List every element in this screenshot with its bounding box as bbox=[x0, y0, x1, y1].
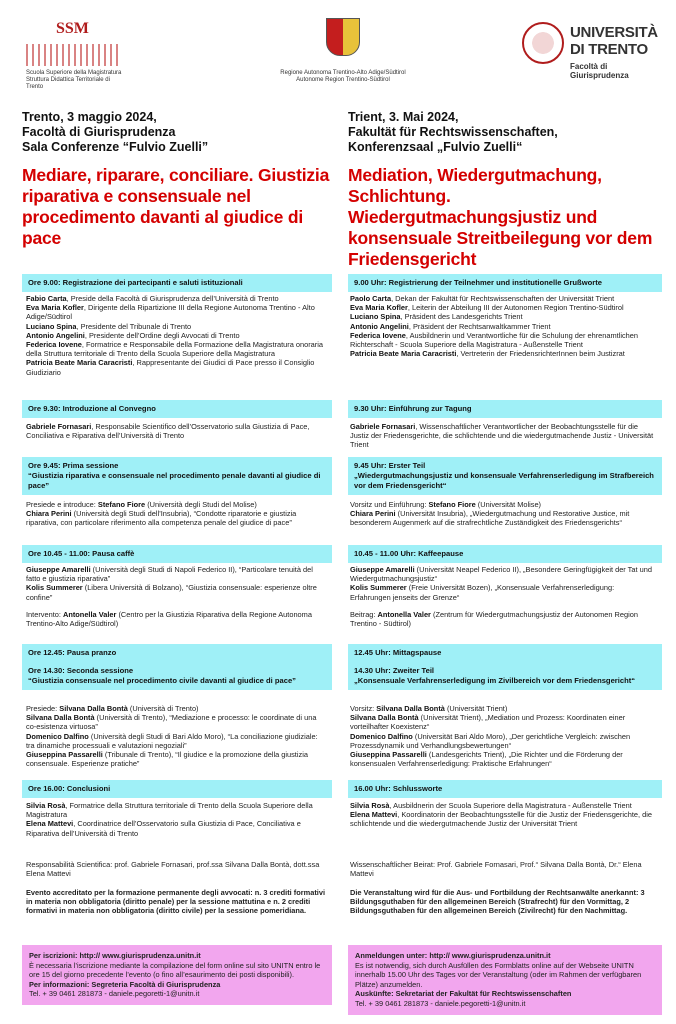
speaker-role: , Presidente dell’Ordine degli Avvocati di Trento bbox=[84, 330, 240, 340]
speaker-item bbox=[26, 303, 328, 321]
speaker-name: Luciano Spina bbox=[26, 321, 77, 331]
registration-link[interactable]: Per iscrizioni: http:// www.giurisprudenza.unitn.it bbox=[29, 951, 201, 960]
unitn-logo bbox=[522, 22, 662, 92]
speaker-role: , Formatrice e Responsabile della Formazione della Magistratura onoraria della Struttura territoriale di Trento della Scuola Superiore della Magistratura bbox=[26, 340, 324, 359]
unitn-name2: DI TRENTO bbox=[570, 41, 648, 58]
unitn-seal-icon bbox=[522, 22, 564, 64]
speaker-role: (Universität Neapel Federico II), „Besondere Geringfügigkeit der Tat und Wiedergutmachungsjustiz“ bbox=[350, 565, 652, 584]
session-first-title: 9.45 Uhr: Erster Teil bbox=[354, 461, 426, 470]
session-first-band bbox=[22, 457, 332, 495]
registration-box bbox=[348, 945, 662, 1015]
speaker-role: , Präsident des Landesgerichts Trient bbox=[400, 312, 523, 322]
registration-note: È necessaria l’iscrizione mediante la compilazione del form online sul sito UNITN entro le ore 15 del giorno precedente l’evento (o fino all’esaurimento dei posti disponibili). bbox=[29, 960, 321, 980]
unitn-faculty1: Facoltà di bbox=[570, 62, 608, 71]
speaker-name: Kolis Summerer bbox=[350, 583, 407, 593]
speaker-name: Eva Maria Kofler bbox=[26, 303, 84, 313]
speaker-item bbox=[26, 610, 328, 628]
scientific-responsibility: Wissenschaftlicher Beirat: Prof. Gabriele Fornasari, Prof.“ Silvana Dalla Bontà, Dr.“ Elena Mattevi bbox=[350, 860, 642, 879]
session-first-title: Ore 9.45: Prima sessione bbox=[28, 461, 119, 470]
speaker-item bbox=[26, 819, 328, 837]
coat-of-arms-icon bbox=[326, 18, 360, 56]
speaker-role: (Freie Universität Bozen), „Konsensuale Verfahrenserledigung: Erfahrungen jenseits der Grenze“ bbox=[350, 583, 615, 602]
speaker-role: (Landesgerichts Trient), „Die Richter und die Förderung der konsensualen Verfahrenserledigung: Praktische Erfahrungen“ bbox=[350, 750, 623, 769]
lunch-break: Ore 12.45: Pausa pranzo bbox=[28, 648, 117, 657]
speaker-role: (Tribunale di Trento), “Il giudice e la promozione della giustizia consensuale. Esperienze pratiche” bbox=[26, 750, 308, 769]
info-line: Auskünfte: Sekretariat der Fakultät für Rechtswissenschaften bbox=[355, 989, 572, 999]
ssm-logo bbox=[26, 20, 126, 90]
speaker-item bbox=[350, 810, 654, 828]
speaker-name: Stefano Fiore bbox=[97, 500, 146, 509]
late-morning-speakers bbox=[350, 565, 654, 628]
speaker-item bbox=[26, 732, 328, 750]
speaker-item bbox=[26, 509, 328, 527]
speaker-item bbox=[350, 583, 654, 601]
speaker-item bbox=[350, 713, 654, 731]
speaker-role: , Rappresentante dei Giudici di Pace presso il Consiglio Giudiziario bbox=[26, 358, 315, 377]
speaker-role: , Vertreterin der FriedensrichterInnen beim Justizrat bbox=[456, 349, 625, 359]
speaker-role: (Centro per la Giustizia Riparativa della Regione Autonoma Trentino-Alto Adige/Südtirol) bbox=[26, 609, 312, 629]
main-title: Mediare, riparare, conciliare. Giustizia riparativa e consensuale nel procedimento davanti al giudice di pace bbox=[22, 165, 330, 248]
registration-note: Es ist notwendig, sich durch Ausfüllen des Formblatts online auf der Webseite UNITN innerhalb 15.00 Uhr des Tages vor der Veranstaltung (oder im Rahmen der verfügbaren Plätze) anzumelden. bbox=[355, 960, 642, 989]
speaker-role: (Universität Trient) bbox=[444, 704, 508, 713]
speaker-name: Eva Maria Kofler bbox=[350, 303, 408, 313]
speaker-item bbox=[26, 713, 328, 731]
speaker-role: , Presidente del Tribunale di Trento bbox=[76, 321, 192, 331]
speaker-item bbox=[350, 801, 654, 810]
credits-note: Evento accreditato per la formazione permanente degli avvocati: n. 3 crediti formativi in materia non obbligatoria (diritto penale) per la sessione mattutina e n. 2 crediti formativi in materia non obbligatoria (diritto civile) per la sessione pomeridiana. bbox=[26, 888, 325, 916]
speaker-name: Giuseppe Amarelli bbox=[350, 565, 415, 574]
speaker-role: , Formatrice della Struttura territoriale di Trento della Scuola Superiore della Magistratura bbox=[26, 801, 313, 820]
conclusions: Ore 16.00: Conclusioni bbox=[28, 784, 111, 793]
info-line: Per informazioni: Segreteria Facoltà di Giurisprudenza bbox=[29, 979, 221, 989]
speaker-item bbox=[26, 750, 328, 768]
credits-note: Die Veranstaltung wird für die Aus- und Fortbildung der Rechtsanwälte anerkannt: 3 Bildungsguthaben für den allgemeinen Bereich (Strafrecht) für den Vormittag, 2 Bildungsguthaben für den allgemeinen Bereich (Zivilrecht) für den Nachmittag. bbox=[350, 888, 645, 916]
speaker-role: , Ausbildnerin und Verantwortliche für die Schulung der ehrenamtlichen Richterschaft - Scuola Superiore della Magistratura - Außenstelle Trient bbox=[350, 330, 639, 350]
location-line1: Trient, 3. Mai 2024, bbox=[348, 110, 459, 124]
first-session-speakers bbox=[350, 500, 654, 528]
speaker-role: (Università di Trento) bbox=[127, 704, 199, 713]
greetings-list bbox=[350, 294, 654, 358]
chair-label: Presiede e introduce: bbox=[26, 500, 98, 509]
speaker-item bbox=[350, 303, 654, 312]
coffee-break: 10.45 - 11.00 Uhr: Kaffeepause bbox=[354, 549, 464, 558]
speaker-role: , Preside della Facoltà di Giurisprudenza dell’Università di Trento bbox=[66, 294, 279, 303]
speaker-name: Giuseppina Passarelli bbox=[350, 750, 427, 760]
unitn-faculty2: Giurisprudenza bbox=[570, 71, 629, 80]
speaker-role: (Zentrum für Wiedergutmachungsjustiz der Autonomen Region Trentino - Südtirol) bbox=[350, 609, 638, 629]
registration-box bbox=[22, 945, 332, 1005]
italian-column bbox=[22, 110, 332, 249]
speaker-item bbox=[350, 610, 654, 628]
speaker-role: , Leiterin der Abteilung III der Autonomen Region Trentino-Südtirol bbox=[407, 303, 624, 313]
contribution-label: Intervento: bbox=[26, 609, 63, 619]
speaker-item bbox=[350, 294, 654, 303]
session-registration: 9.00 Uhr: Registrierung der Teilnehmer und institutionelle Grußworte bbox=[354, 278, 602, 287]
chair-label: Vorsitz: bbox=[350, 704, 377, 713]
speaker-name: Silvana Dalla Bontà bbox=[26, 713, 95, 723]
speaker-item bbox=[350, 750, 654, 768]
second-session-speakers bbox=[350, 704, 654, 768]
scientific-responsibility: Responsabilità Scientifica: prof. Gabriele Fornasari, prof.ssa Silvana Dalla Bontà, dott.ssa Elena Mattevi bbox=[26, 860, 320, 879]
speaker-item bbox=[350, 322, 654, 331]
speaker-item bbox=[26, 331, 328, 340]
speaker-role: , Präsident der Rechtsanwaltkammer Trient bbox=[408, 321, 551, 331]
speaker-name: Elena Mattevi bbox=[350, 810, 398, 820]
contact-line[interactable]: Tel. + 39 0461 281873 - daniele.pegoretti-1@unitn.it bbox=[29, 989, 200, 999]
speaker-name: Giuseppina Passarelli bbox=[26, 750, 103, 760]
session-intro-band bbox=[22, 400, 332, 418]
chair-line bbox=[26, 704, 328, 713]
speaker-name: Silvana Dalla Bontà bbox=[376, 704, 445, 713]
speaker-name: Paolo Carta bbox=[350, 294, 392, 303]
location-line3: Konferenzsaal „Fulvio Zuelli“ bbox=[348, 140, 523, 154]
chair-line bbox=[26, 500, 328, 509]
session-registration: Ore 9.00: Registrazione dei partecipanti e saluti istituzionali bbox=[28, 278, 243, 287]
first-session-speakers bbox=[26, 500, 328, 528]
speaker-role: , Dirigente della Ripartizione III della Regione Autonoma Trentino - Alto Adige/Südtirol bbox=[26, 303, 315, 322]
speaker-role: (Università degli Studi di Bari Aldo Moro), “La conciliazione giudiziale: tra dinamiche processuali e valutazioni negoziali” bbox=[26, 731, 318, 750]
session-second-subtitle: “Giustizia consensuale nel procedimento civile davanti al giudice di pace” bbox=[28, 676, 296, 685]
speaker-name: Silvia Rosà bbox=[26, 801, 66, 810]
speaker-name: Federica Iovene bbox=[26, 340, 82, 350]
speaker-role: (Università degli Studi dell’Insubria), “Condotte riparatorie e giustizia riparativa, con particolare riferimento alla competenza penale del giudice di pace” bbox=[26, 509, 297, 528]
speaker-item bbox=[26, 801, 328, 819]
chair-line bbox=[350, 704, 654, 713]
speaker-name: Luciano Spina bbox=[350, 312, 401, 322]
speaker-item bbox=[26, 583, 328, 601]
location-line2: Facoltà di Giurisprudenza bbox=[22, 125, 176, 139]
session-first-subtitle: “Giustizia riparativa e consensuale nel procedimento penale davanti al giudice di pace” bbox=[28, 471, 321, 490]
speaker-role: (Università degli Studi di Napoli Federico II), “Particolare tenuità del fatto e giustizia riparativa” bbox=[26, 565, 313, 584]
speaker-role: , Koordinatorin der Beobachtungsstelle für die Justiz der Friedensgerichte, die schlichtende und die wiedergutmachende Justiz der Universität Trient bbox=[350, 810, 652, 829]
speaker-item bbox=[26, 322, 328, 331]
speaker-name: Stefano Fiore bbox=[428, 500, 476, 509]
late-morning-speakers bbox=[26, 565, 328, 628]
ssm-columns-icon bbox=[26, 44, 122, 66]
greetings-list bbox=[26, 294, 328, 377]
speaker-name: Chiara Perini bbox=[350, 509, 396, 519]
speaker-role: (Universität Molise) bbox=[475, 500, 542, 509]
speaker-role: , Dekan der Fakultät für Rechtswissenschaften der Universität Trient bbox=[391, 294, 615, 303]
speaker-name: Chiara Perini bbox=[26, 509, 72, 519]
speaker-role: , Coordinatrice dell’Osservatorio sulla Giustizia di Pace, Conciliativa e Riparativa dell’Università di Trento bbox=[26, 819, 301, 838]
conclusions: 16.00 Uhr: Schlussworte bbox=[354, 784, 443, 793]
second-session-speakers bbox=[26, 704, 328, 768]
chair-line bbox=[350, 500, 654, 509]
contact-line[interactable]: Tel. + 39 0461 281873 - daniele.pegoretti-1@unitn.it bbox=[355, 998, 526, 1008]
session-intro: Ore 9.30: Introduzione al Convegno bbox=[28, 404, 156, 413]
speaker-item bbox=[350, 331, 654, 349]
speaker-item bbox=[26, 294, 328, 303]
speaker-name: Silvana Dalla Bontà bbox=[59, 704, 128, 713]
speaker-item bbox=[350, 565, 654, 583]
ssm-line1: Scuola Superiore della Magistratura bbox=[26, 70, 122, 76]
coffee-break-band bbox=[348, 545, 662, 563]
region-line1: Regione Autonoma Trentino-Alto Adige/Südtirol bbox=[280, 70, 406, 76]
coffee-break-band bbox=[22, 545, 332, 563]
german-column bbox=[348, 110, 658, 270]
region-line2: Autonome Region Trentino-Südtirol bbox=[296, 77, 390, 83]
speaker-item bbox=[26, 565, 328, 583]
conclusions-band bbox=[348, 780, 662, 798]
speaker-name: Gabriele Fornasari bbox=[26, 422, 92, 431]
session-intro-band bbox=[348, 400, 662, 418]
speaker-role: (Universität Trient), „Mediation und Prozess: Koordinaten einer vorteilhafter Koexistenz“ bbox=[350, 713, 626, 732]
session-registration-band bbox=[348, 274, 662, 292]
lunch-break: 12.45 Uhr: Mittagspause bbox=[354, 648, 442, 657]
session-intro: 9.30 Uhr: Einführung zur Tagung bbox=[354, 404, 472, 413]
conclusions-speakers bbox=[350, 801, 654, 829]
conclusions-band bbox=[22, 780, 332, 798]
session-registration-band bbox=[22, 274, 332, 292]
speaker-name: Federica Iovene bbox=[350, 330, 406, 340]
speaker-item bbox=[350, 509, 654, 527]
session-second-band bbox=[348, 662, 662, 690]
ssm-line2: Struttura Didattica Territoriale di Trento bbox=[26, 77, 110, 90]
speaker-name: Silvia Rosà bbox=[350, 801, 390, 810]
speaker-name: Antonio Angelini bbox=[350, 321, 409, 331]
speaker-item bbox=[350, 349, 654, 358]
speaker-role: (Università degli Studi del Molise) bbox=[145, 500, 257, 509]
speaker-role: , Ausbildnerin der Scuola Superiore della Magistratura - Außenstelle Trient bbox=[389, 801, 632, 810]
speaker-name: Antonella Valer bbox=[377, 609, 431, 619]
location-line2: Fakultät für Rechtswissenschaften, bbox=[348, 125, 558, 139]
speaker-name: Patricia Beate Maria Caracristi bbox=[350, 349, 457, 359]
speaker-name: Giuseppe Amarelli bbox=[26, 565, 91, 574]
session-second-band bbox=[22, 662, 332, 690]
chair-label: Vorsitz und Einführung: bbox=[350, 500, 429, 509]
speaker-name: Antonio Angelini bbox=[26, 330, 85, 340]
speaker-name: Gabriele Fornasari bbox=[350, 422, 416, 431]
speaker-role: , Responsabile Scientifico dell’Osservatorio sulla Giustizia di Pace, Conciliativa e Riparativa dell’Università di Trento bbox=[26, 422, 310, 441]
chair-label: Presiede: bbox=[26, 704, 60, 713]
session-second-subtitle: „Konsensuale Verfahrenserledigung im Zivilbereich vor dem Friedensgericht“ bbox=[354, 676, 636, 685]
region-logo bbox=[258, 18, 428, 98]
ssm-mark: SSM bbox=[56, 20, 89, 37]
speaker-name: Silvana Dalla Bontà bbox=[350, 713, 419, 723]
main-title: Mediation, Wiedergutmachung, Schlichtung. Wiedergutmachungsjustiz und konsensuale Streitbeilegung vor dem Friedensgericht bbox=[348, 165, 653, 269]
session-second-title: 14.30 Uhr: Zweiter Teil bbox=[354, 666, 435, 675]
speaker-role: , Wissenschaftlicher Verantwortlicher der Beobachtungsstelle für die Justiz der Friedensgerichte, die schlichtende und die wiedergutmachende Justiz - Universität Trient bbox=[350, 422, 654, 450]
intro-speaker bbox=[26, 422, 328, 440]
speaker-item bbox=[26, 358, 328, 376]
lunch-break-band bbox=[22, 644, 332, 662]
speaker-item bbox=[350, 312, 654, 321]
conclusions-speakers bbox=[26, 801, 328, 838]
lunch-break-band bbox=[348, 644, 662, 662]
session-first-band bbox=[348, 457, 662, 495]
speaker-role: (Universität Insubria), „Wiedergutmachung und Restorative Justice, mit besonderem Augenmerk auf die strafrechtliche Zuständigkeit des Friedensgerichts“ bbox=[350, 509, 630, 528]
speaker-name: Elena Mattevi bbox=[26, 819, 74, 829]
speaker-role: (Libera Università di Bolzano), “Giustizia consensuale: esperienze oltre confine” bbox=[26, 583, 317, 602]
coffee-break: Ore 10.45 - 11.00: Pausa caffè bbox=[28, 549, 135, 558]
speaker-name: Domenico Dalfino bbox=[26, 731, 89, 741]
speaker-item bbox=[350, 732, 654, 750]
unitn-name1: UNIVERSITÀ bbox=[570, 24, 658, 41]
session-first-subtitle: „Wiedergutmachungsjustiz und konsensuale Verfahrenserledigung im Strafbereich vor dem Friedensgericht“ bbox=[354, 471, 654, 490]
speaker-name: Fabio Carta bbox=[26, 294, 67, 303]
speaker-role: (Universität Bari Aldo Moro), „Der gerichtliche Vergleich: zwischen Prozessdynamik und Verhandlungsbewertungen“ bbox=[350, 731, 631, 750]
location-line3: Sala Conferenze “Fulvio Zuelli” bbox=[22, 140, 209, 154]
contribution-label: Beitrag: bbox=[350, 609, 378, 619]
session-second-title: Ore 14.30: Seconda sessione bbox=[28, 666, 134, 675]
registration-link[interactable]: Anmeldungen unter: http:// www.giurisprudenza.unitn.it bbox=[355, 951, 551, 960]
speaker-name: Antonella Valer bbox=[62, 609, 117, 619]
speaker-item bbox=[26, 340, 328, 358]
intro-speaker bbox=[350, 422, 654, 450]
speaker-role: (Università di Trento), “Mediazione e processo: le coordinate di una co-esistenza virtuosa” bbox=[26, 713, 317, 732]
speaker-name: Patricia Beate Maria Caracristi bbox=[26, 358, 133, 368]
speaker-name: Domenico Dalfino bbox=[350, 731, 413, 741]
location-line1: Trento, 3 maggio 2024, bbox=[22, 110, 157, 124]
speaker-name: Kolis Summerer bbox=[26, 583, 83, 593]
